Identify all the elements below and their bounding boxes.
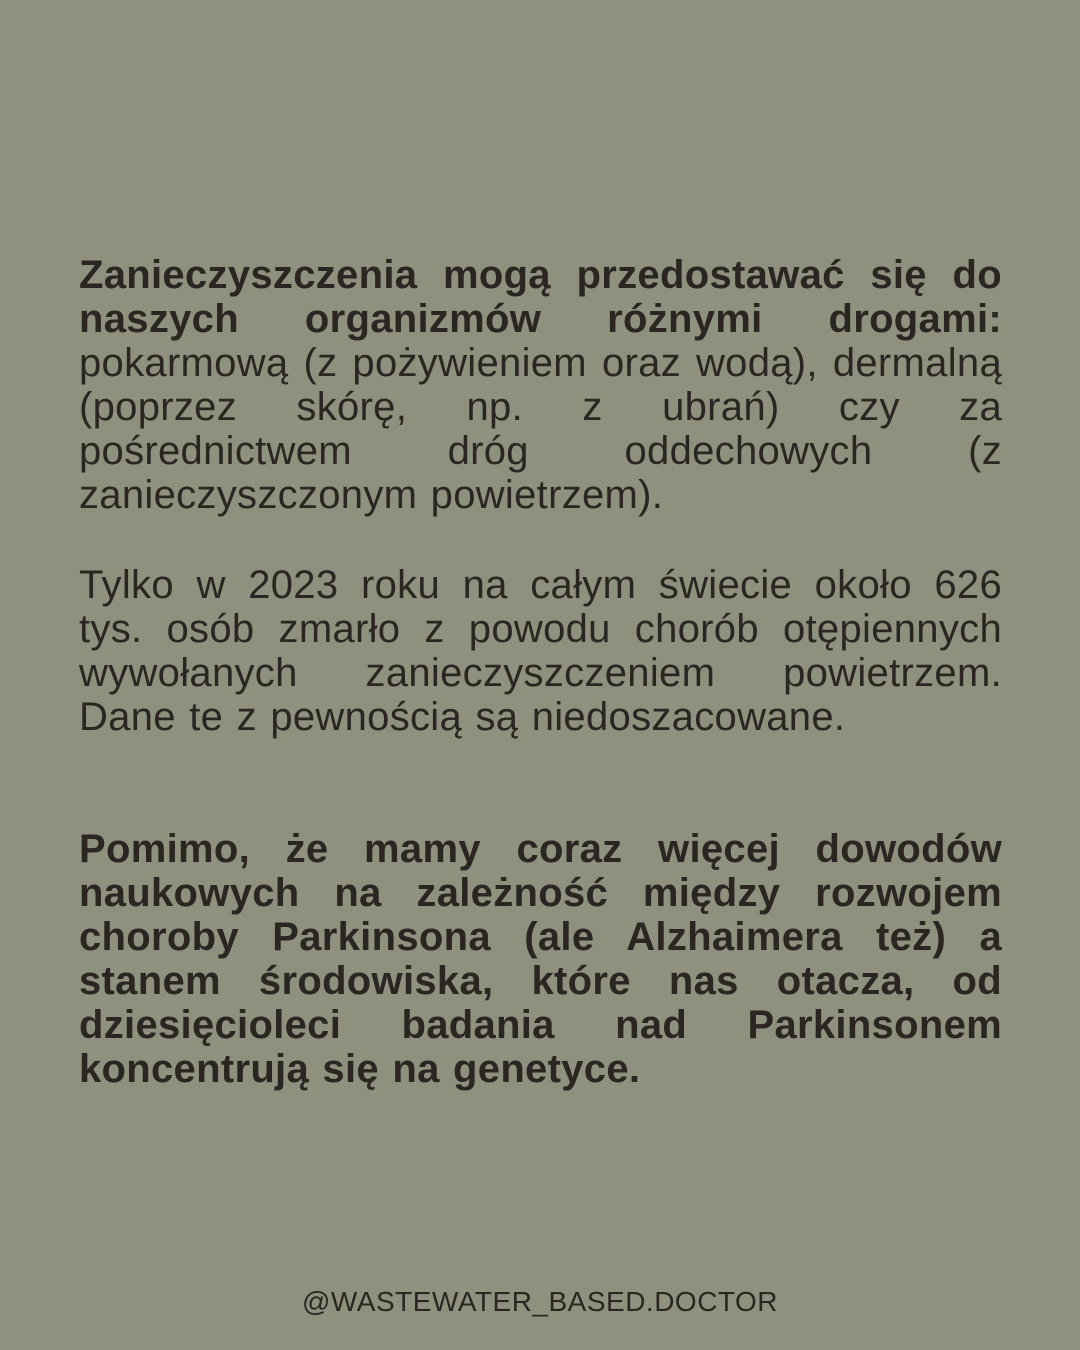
account-handle: @WASTEWATER_BASED.DOCTOR (301, 1286, 779, 1317)
paragraph-exposure-routes (79, 253, 1002, 517)
paragraph-parkinson-research: Pomimo, że mamy coraz więcej dowodów naukowych na zależność między rozwojem choroby Parkinsona (ale Alzhaimera też) a stanem środowiska, które nas otacza, od dziesięcioleci badania nad Parkinsonem koncentrują się na genetyce. (79, 827, 1002, 1091)
paragraph-exposure-routes-regular: pokarmową (z pożywieniem oraz wodą), dermalną (poprzez skórę, np. z ubrań) czy za pośrednictwem dróg oddechowych (z zanieczyszczonym powietrzem). (79, 341, 1002, 517)
main-text-block (79, 253, 1002, 1091)
paragraph-dementia-deaths: Tylko w 2023 roku na całym świecie około 626 tys. osób zmarło z powodu chorób otępiennych wywołanych zanieczyszczeniem powietrzem. Dane te z pewnością są niedoszacowane. (79, 563, 1002, 739)
paragraph-exposure-routes-bold: Zanieczyszczenia mogą przedostawać się do naszych organizmów różnymi drogami: (79, 253, 1002, 341)
